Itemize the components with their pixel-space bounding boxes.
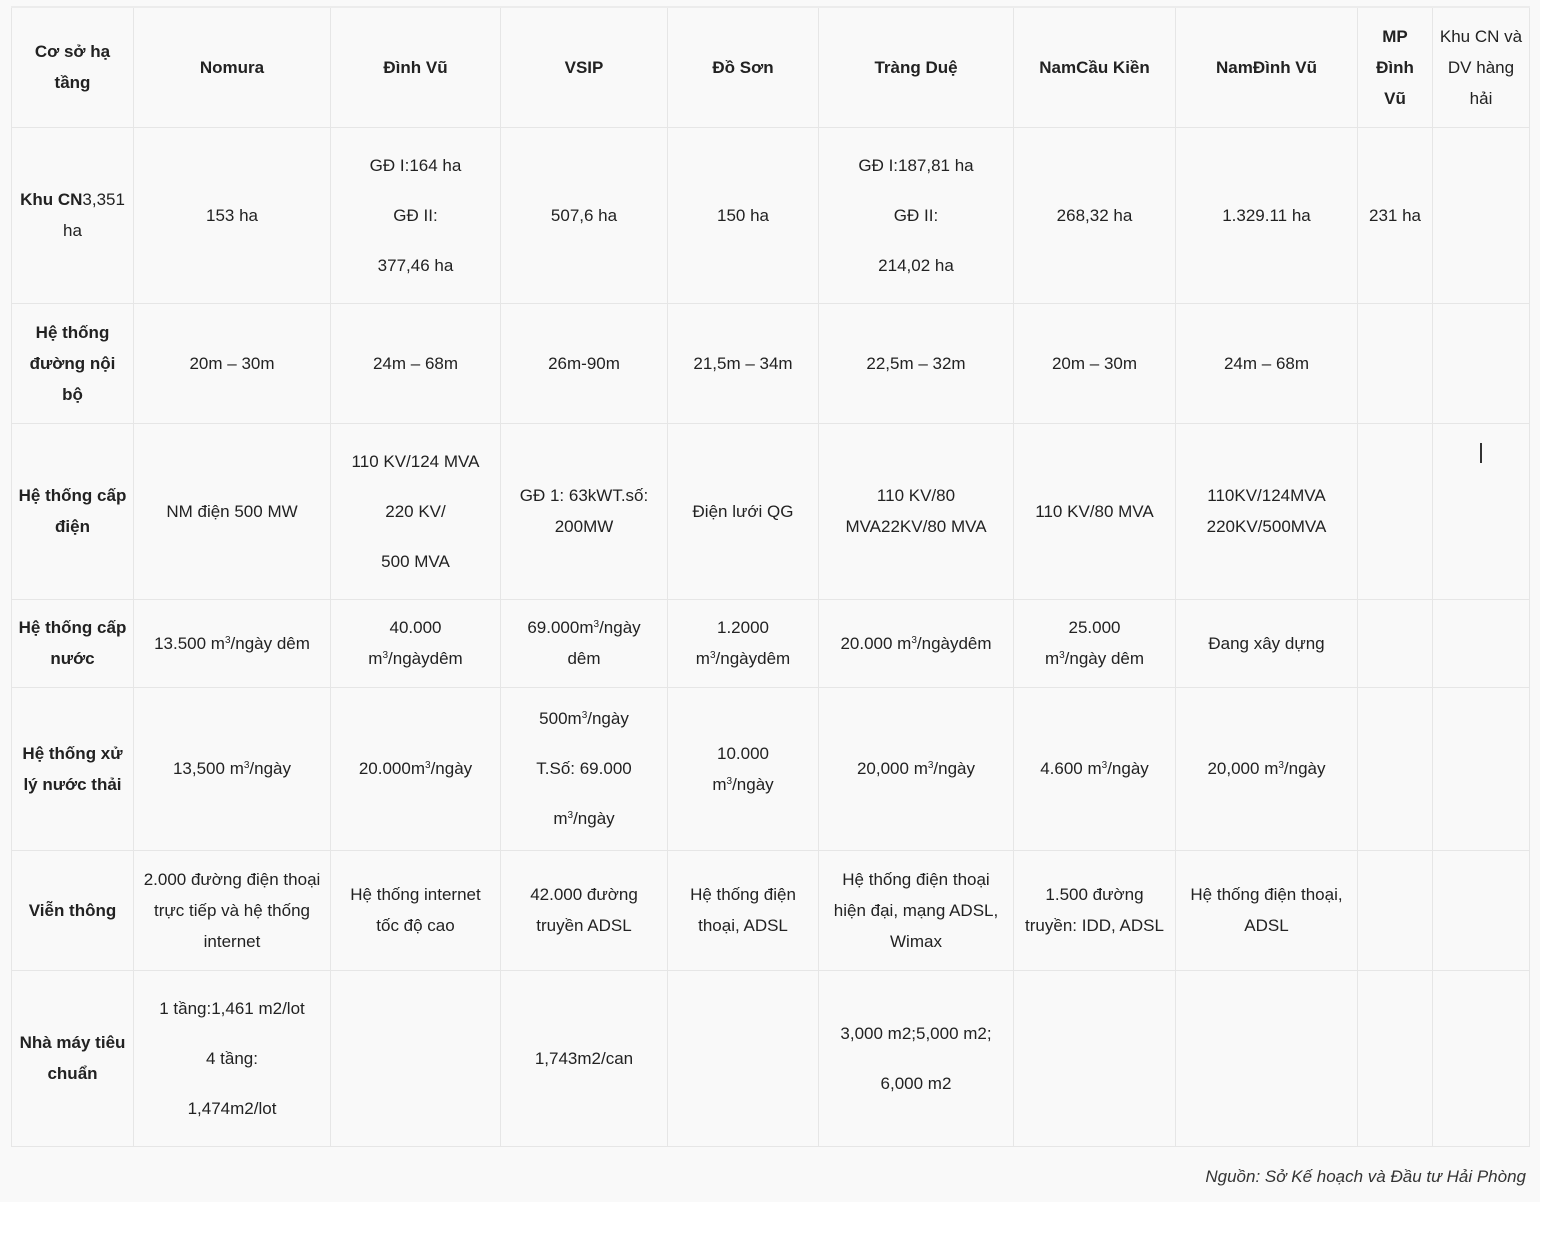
table-cell: Hệ thống điện thoại, ADSL xyxy=(668,850,819,970)
table-cell: 231 ha xyxy=(1358,127,1433,303)
table-cell: Hệ thống điện thoại, ADSL xyxy=(1176,850,1358,970)
table-cell: 22,5m – 32m xyxy=(819,303,1014,423)
table-cell: 13,500 $m^3$/ngày xyxy=(134,687,331,850)
header-cell: Cơ sở hạ tầng xyxy=(12,7,134,127)
table-cell xyxy=(1358,599,1433,687)
table-cell: 24m – 68m xyxy=(1176,303,1358,423)
table-row xyxy=(12,423,1530,599)
header-cell: NamĐình Vũ xyxy=(1176,7,1358,127)
table-cell xyxy=(1358,423,1433,599)
cell-line: 214,02 ha xyxy=(878,255,954,275)
source-caption: Nguồn: Sở Kế hoạch và Đầu tư Hải Phòng xyxy=(1205,1167,1526,1186)
table-cell: 13.500 $m^3$/ngày dêm xyxy=(134,599,331,687)
table-cell: 10.000 $m^3$/ngày xyxy=(668,687,819,850)
table-cell: 1,743m2/can xyxy=(501,970,668,1146)
table-cell: 42.000 đường truyền ADSL xyxy=(501,850,668,970)
table-cell: Đang xây dựng xyxy=(1176,599,1358,687)
row-label: Nhà máy tiêu chuẩn xyxy=(12,970,134,1146)
table-cell: NM điện 500 MW xyxy=(134,423,331,599)
table-cell xyxy=(1433,970,1530,1146)
table-cell: 20,000 $m^3$/ngày xyxy=(1176,687,1358,850)
table-cell xyxy=(331,423,501,599)
table-cell xyxy=(331,970,501,1146)
row-label: Hệ thống xử lý nước thải xyxy=(12,687,134,850)
table-cell xyxy=(1176,423,1358,599)
table-row xyxy=(12,687,1530,850)
table-cell xyxy=(1014,970,1176,1146)
table-cell: 4.600 $m^3$/ngày xyxy=(1014,687,1176,850)
table-cell xyxy=(1433,127,1530,303)
table-cell: $500m^3$/ngày T.Số: 69.000 $m^3$/ngày xyxy=(501,687,668,850)
table-row xyxy=(12,599,1530,687)
header-row xyxy=(12,7,1530,127)
cell-line: 1 tầng:1,461 m2/lot xyxy=(159,998,305,1018)
table-cell: 110 KV/80 MVA xyxy=(1014,423,1176,599)
cell-line: 3,000 m2;5,000 m2; xyxy=(840,1023,992,1043)
table-cell xyxy=(1358,970,1433,1146)
cell-line: GĐ I:164 ha xyxy=(369,155,462,175)
table-cell xyxy=(1358,850,1433,970)
row-label: Hệ thống đường nội bộ xyxy=(12,303,134,423)
row-label: Viễn thông xyxy=(12,850,134,970)
cell-line: GĐ II: xyxy=(393,205,438,225)
table-cell xyxy=(1358,303,1433,423)
table-cell xyxy=(1358,687,1433,850)
table-cell xyxy=(1433,687,1530,850)
table-row xyxy=(12,970,1530,1146)
row-label: Hệ thống cấp điện xyxy=(12,423,134,599)
table-cell: 24m – 68m xyxy=(331,303,501,423)
table-cell: 40.000 $m^3$/ngàydêm xyxy=(331,599,501,687)
cell-line: 377,46 ha xyxy=(377,255,454,275)
table-cell[interactable] xyxy=(1433,423,1530,599)
cell-line: GĐ II: xyxy=(893,205,939,225)
cell-line: GĐ I:187,81 ha xyxy=(858,155,974,175)
cell-line: 220 KV/ xyxy=(385,501,446,521)
table-cell xyxy=(1433,850,1530,970)
header-cell: Nomura xyxy=(134,7,331,127)
header-cell: Đồ Sơn xyxy=(668,7,819,127)
table-cell xyxy=(331,127,501,303)
row-label: Hệ thống cấp nước xyxy=(12,599,134,687)
header-cell: Đình Vũ xyxy=(331,7,501,127)
header-cell: Khu CN và DV hàng hải xyxy=(1433,7,1530,127)
cell-line: 1,474m2/lot xyxy=(187,1098,277,1118)
table-cell: 150 ha xyxy=(668,127,819,303)
table-cell xyxy=(1176,970,1358,1146)
cell-line: 500 MVA xyxy=(381,551,450,571)
text-cursor xyxy=(1480,443,1482,463)
table-cell: 110 KV/80 MVA22KV/80 MVA xyxy=(819,423,1014,599)
table-cell: $69.000m^3$/ngày dêm xyxy=(501,599,668,687)
row-label xyxy=(12,127,134,303)
table-cell xyxy=(1433,303,1530,423)
table-cell xyxy=(1433,599,1530,687)
label-rest: 3,351 ha xyxy=(63,190,125,240)
table-row xyxy=(12,127,1530,303)
table-cell: 20.000 $m^3$/ngàydêm xyxy=(819,599,1014,687)
cell-line: 6,000 m2 xyxy=(880,1073,952,1093)
table-cell: 21,5m – 34m xyxy=(668,303,819,423)
table-cell: 20,000 $m^3$/ngày xyxy=(819,687,1014,850)
header-cell: Tràng Duệ xyxy=(819,7,1014,127)
table-cell: $20.000m^3$/ngày xyxy=(331,687,501,850)
table-cell: 2.000 đường điện thoại trực tiếp và hệ thống internet xyxy=(134,850,331,970)
table-cell: 1.2000 $m^3$/ngàydêm xyxy=(668,599,819,687)
table-cell: 26m-90m xyxy=(501,303,668,423)
header-cell: VSIP xyxy=(501,7,668,127)
table-cell: Hệ thống điện thoại hiện đại, mạng ADSL, Wimax xyxy=(819,850,1014,970)
table-row xyxy=(12,850,1530,970)
table-row xyxy=(12,303,1530,423)
table-cell: 20m – 30m xyxy=(1014,303,1176,423)
table-cell: Hệ thống internet tốc độ cao xyxy=(331,850,501,970)
label-bold: Khu CN xyxy=(20,190,83,209)
table-cell: 1.500 đường truyền: IDD, ADSL xyxy=(1014,850,1176,970)
table-cell: 507,6 ha xyxy=(501,127,668,303)
table-cell: 25.000 $m^3$/ngày dêm xyxy=(1014,599,1176,687)
cell-line: 4 tầng: xyxy=(206,1048,258,1068)
table-cell xyxy=(819,970,1014,1146)
cell-line: 220KV/500MVA xyxy=(1206,517,1327,536)
infrastructure-table xyxy=(11,6,1530,1147)
table-cell: 1.329.11 ha xyxy=(1176,127,1358,303)
table-cell: Điện lưới QG xyxy=(668,423,819,599)
cell-line: 110 KV/124 MVA xyxy=(351,451,480,471)
header-cell: NamCầu Kiền xyxy=(1014,7,1176,127)
table-cell: 153 ha xyxy=(134,127,331,303)
table-cell xyxy=(668,970,819,1146)
table-cell xyxy=(134,970,331,1146)
table-cell: GĐ 1: 63kWT.số: 200MW xyxy=(501,423,668,599)
table-cell: 268,32 ha xyxy=(1014,127,1176,303)
header-cell: MP Đình Vũ xyxy=(1358,7,1433,127)
table-cell xyxy=(819,127,1014,303)
table-cell: 20m – 30m xyxy=(134,303,331,423)
cell-line: 110KV/124MVA xyxy=(1207,486,1326,505)
